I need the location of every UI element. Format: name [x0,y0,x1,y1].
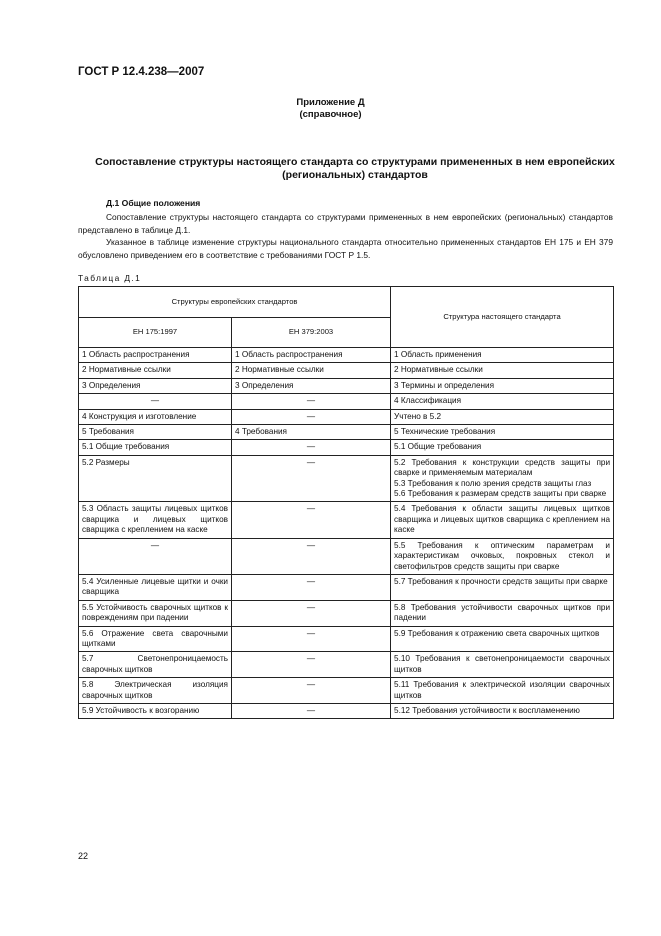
cell-en379: — [232,574,391,600]
cell-national: 5.12 Требования устойчивости к воспламенению [391,703,614,718]
cell-en379: 3 Определения [232,378,391,393]
cell-national: 5.9 Требования к отражению света сварочных щитков [391,626,614,652]
table-row [79,455,614,502]
cell-national: 5 Технические требования [391,425,614,440]
table-body [79,348,614,719]
cell-en175: 5.7 Светонепроницаемость сварочных щитков [79,652,232,678]
cell-en379: 2 Нормативные ссылки [232,363,391,378]
cell-en175: 5.9 Устойчивость к возгоранию [79,703,232,718]
table-row [79,394,614,409]
cell-en175: 5.4 Усиленные лицевые щитки и очки сварщика [79,574,232,600]
header-european-standards: Структуры европейских стандартов [79,287,391,318]
cell-en175: 5.5 Устойчивость сварочных щитков к повреждениям при падении [79,600,232,626]
cell-en379: — [232,600,391,626]
cell-en379: — [232,502,391,538]
cell-en379: — [232,538,391,574]
cell-national: 2 Нормативные ссылки [391,363,614,378]
cell-en175: — [79,538,232,574]
cell-national: 4 Классификация [391,394,614,409]
cell-en175: 2 Нормативные ссылки [79,363,232,378]
cell-national: 5.4 Требования к области защиты лицевых щитков сварщика и лицевых щитков сварщика с креплением на каске [391,502,614,538]
cell-en175: 5.3 Область защиты лицевых щитков сварщика и лицевых щитков сварщика с креплением на каске [79,502,232,538]
table-row [79,574,614,600]
table-row [79,678,614,704]
cell-en175: 1 Область распространения [79,348,232,363]
cell-en175: 5.6 Отражение света сварочными щитками [79,626,232,652]
page-number: 22 [78,851,89,861]
appendix-subtitle: (справочное) [299,109,362,120]
appendix-heading [0,97,661,121]
table-row [79,440,614,455]
cell-national: 5.10 Требования к светонепроницаемости сварочных щитков [391,652,614,678]
paragraph-comparison: Сопоставление структуры настоящего стандарта со структурами примененных в нем европейских (региональных) стандартов представлено в таблице Д.1. [78,212,613,235]
cell-en379: — [232,409,391,424]
cell-national: 5.2 Требования к конструкции средств защиты при сварке и применяемым материалам 5.3 Требования к полю зрения средств защиты глаз 5.6 Требования к размерам средств защиты при сварке [391,455,614,502]
cell-en379: — [232,455,391,502]
cell-en379: — [232,394,391,409]
cell-en175: 5.8 Электрическая изоляция сварочных щитков [79,678,232,704]
cell-en379: — [232,652,391,678]
cell-en175: 4 Конструкция и изготовление [79,409,232,424]
cell-en175: 5.1 Общие требования [79,440,232,455]
cell-national: 3 Термины и определения [391,378,614,393]
cell-en175: 5 Требования [79,425,232,440]
cell-en379: — [232,678,391,704]
paragraph-change-reason: Указанное в таблице изменение структуры национального стандарта относительно примененных стандартов ЕН 175 и ЕН 379 обусловлено приведением его в соответствие с требованиями ГОСТ Р 1.5. [78,237,613,260]
cell-national: 5.7 Требования к прочности средств защиты при сварке [391,574,614,600]
table-row [79,538,614,574]
appendix-title: Приложение Д [296,97,365,108]
table-row [79,409,614,424]
cell-en379: 1 Область распространения [232,348,391,363]
cell-national: 5.8 Требования устойчивости сварочных щитков при падении [391,600,614,626]
header-en175: ЕН 175:1997 [79,318,232,348]
cell-en379: 4 Требования [232,425,391,440]
cell-national: 5.1 Общие требования [391,440,614,455]
cell-national: 5.5 Требования к оптическим параметрам и характеристикам очковых, покровных стекол и светофильтров средств защиты при сварке [391,538,614,574]
cell-en379: — [232,440,391,455]
table-row [79,425,614,440]
cell-national: 5.11 Требования к электрической изоляции сварочных щитков [391,678,614,704]
cell-en175: 5.2 Размеры [79,455,232,502]
table-row [79,600,614,626]
table-row [79,652,614,678]
cell-en175: 3 Определения [79,378,232,393]
table-row [79,502,614,538]
document-code: ГОСТ Р 12.4.238—2007 [78,66,205,78]
header-national-structure: Структура настоящего стандарта [391,287,614,348]
structure-comparison-table [78,286,614,719]
table-row [79,703,614,718]
cell-national: Учтено в 5.2 [391,409,614,424]
table-row [79,626,614,652]
cell-en175: — [79,394,232,409]
table-caption: Таблица Д.1 [78,273,142,283]
table-row [79,378,614,393]
cell-en379: — [232,626,391,652]
header-en379: ЕН 379:2003 [232,318,391,348]
table-row [79,348,614,363]
section-heading: Д.1 Общие положения [106,198,201,208]
cell-en379: — [232,703,391,718]
main-title: Сопоставление структуры настоящего стандарта со структурами примененных в нем европейских (региональных) стандартов [95,156,615,181]
cell-national: 1 Область применения [391,348,614,363]
table-row [79,363,614,378]
